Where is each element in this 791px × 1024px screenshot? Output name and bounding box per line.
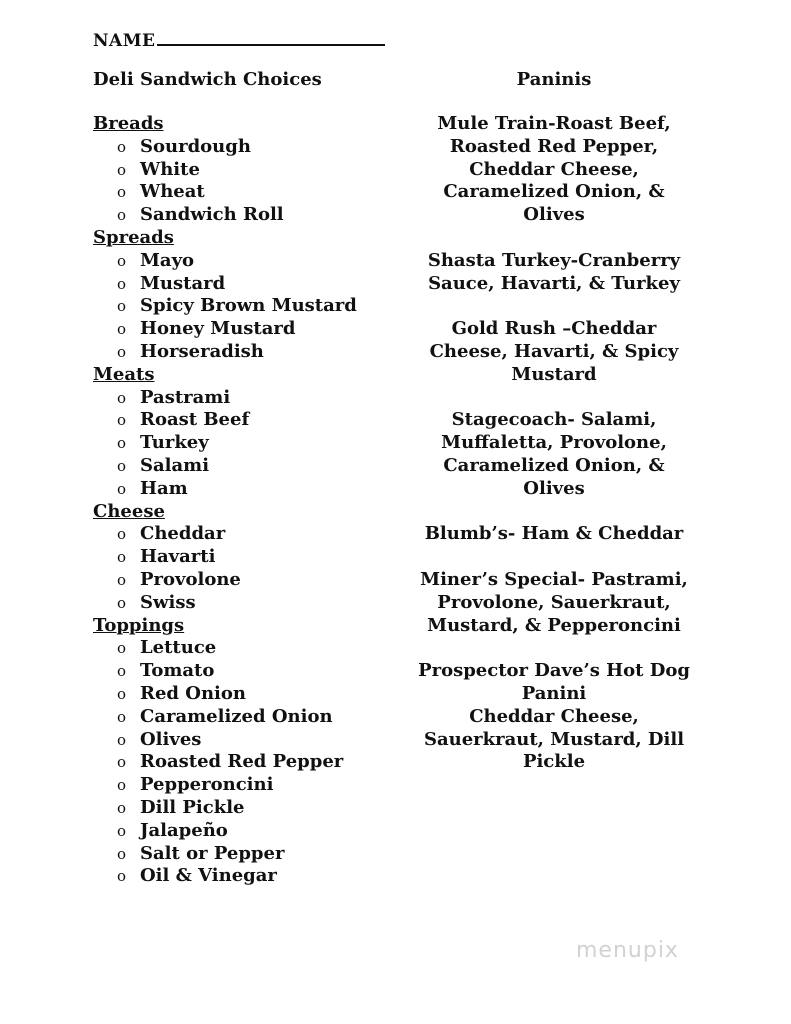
list-item <box>93 843 423 866</box>
list-item-label: Cheddar <box>140 523 226 545</box>
list-item-label: Sandwich Roll <box>140 204 284 226</box>
list-item-label: Turkey <box>140 432 209 454</box>
panini-description-line: Pickle <box>522 751 586 773</box>
bullet-circle-icon: o <box>117 137 127 156</box>
bullet-circle-icon: o <box>117 821 127 840</box>
bullet-circle-icon: o <box>117 844 127 863</box>
list-item-label: Salt or Pepper <box>140 842 285 864</box>
list-item-label: Honey Mustard <box>140 318 296 340</box>
bullet-circle-icon: o <box>117 320 127 339</box>
panini-description-line: Shasta Turkey-Cranberry <box>427 249 681 271</box>
panini-description-line: Muffaletta, Provolone, <box>441 432 667 454</box>
list-item-label: Swiss <box>140 591 196 613</box>
bullet-circle-icon: o <box>117 684 127 703</box>
panini-description-line: Sauerkraut, Mustard, Dill <box>423 728 685 750</box>
list-item-label: Red Onion <box>140 682 246 704</box>
bullet-circle-icon: o <box>117 411 127 430</box>
list-item <box>93 455 423 478</box>
list-item-label: Spicy Brown Mustard <box>140 295 357 317</box>
panini-item <box>398 250 710 296</box>
name-label: NAME <box>93 31 156 51</box>
bullet-circle-icon: o <box>117 479 127 498</box>
list-item-label: Pastrami <box>140 386 231 408</box>
list-item-label: Mustard <box>140 272 226 294</box>
section-heading-meats: Meats <box>93 363 155 385</box>
list-item-label: Mayo <box>140 249 195 271</box>
section-item-list <box>93 637 423 888</box>
panini-item <box>398 660 710 774</box>
bullet-circle-icon: o <box>117 867 127 886</box>
section-item-list <box>93 136 423 227</box>
panini-description-line: Cheddar Cheese, <box>469 705 639 727</box>
bullet-circle-icon: o <box>117 639 127 658</box>
section-heading-breads: Breads <box>93 113 164 134</box>
panini-description-line: Cheese, Havarti, & Spicy <box>429 340 679 362</box>
list-item <box>93 546 423 569</box>
list-item <box>93 387 423 410</box>
section-heading-cheese: Cheese <box>93 500 165 522</box>
list-item-label: Oil & Vinegar <box>140 865 277 887</box>
panini-description-line: Mule Train-Roast Beef, <box>437 113 671 134</box>
panini-description-line: Roasted Red Pepper, <box>449 135 659 157</box>
menupix-watermark: menupix <box>576 938 679 963</box>
list-item-label: Olives <box>140 728 202 750</box>
list-item-label: White <box>140 158 200 180</box>
section-item-list <box>93 523 423 614</box>
bullet-circle-icon: o <box>117 593 127 612</box>
panini-description-line: Prospector Dave’s Hot Dog <box>418 660 690 682</box>
list-item <box>93 865 423 888</box>
bullet-circle-icon: o <box>117 753 127 772</box>
paninis-title: Paninis <box>516 69 592 90</box>
list-item-label: Salami <box>140 454 210 476</box>
bullet-circle-icon: o <box>117 525 127 544</box>
panini-description-line: Olives <box>523 204 585 226</box>
deli-sandwich-title: Deli Sandwich Choices <box>93 69 322 90</box>
section-heading-spreads: Spreads <box>93 226 174 248</box>
bullet-circle-icon: o <box>117 798 127 817</box>
panini-description-line: Sauce, Havarti, & Turkey <box>428 272 680 294</box>
list-item-label: Tomato <box>140 660 215 682</box>
section-heading-toppings: Toppings <box>93 614 185 636</box>
list-item <box>93 295 423 318</box>
bullet-circle-icon: o <box>117 548 127 567</box>
panini-item <box>398 569 710 637</box>
list-item-label: Havarti <box>140 546 216 568</box>
paninis-column <box>398 67 710 797</box>
list-item-label: Horseradish <box>140 340 264 362</box>
list-item <box>93 797 423 820</box>
bullet-circle-icon: o <box>117 274 127 293</box>
list-item-label: Roast Beef <box>140 409 250 431</box>
ingredient-sections <box>93 113 423 888</box>
panini-list <box>398 113 710 774</box>
list-item <box>93 273 423 296</box>
bullet-circle-icon: o <box>117 434 127 453</box>
list-item-label: Lettuce <box>140 637 217 659</box>
bullet-circle-icon: o <box>117 570 127 589</box>
panini-description-line: Panini <box>521 682 587 704</box>
list-item <box>93 569 423 592</box>
list-item <box>93 318 423 341</box>
panini-description-line: Caramelized Onion, & <box>443 181 665 203</box>
bullet-circle-icon: o <box>117 160 127 179</box>
list-item <box>93 136 423 159</box>
list-item-label: Provolone <box>140 568 241 590</box>
list-item <box>93 660 423 683</box>
list-item-label: Dill Pickle <box>140 796 245 818</box>
panini-description-line: Provolone, Sauerkraut, <box>437 591 671 613</box>
list-item <box>93 341 423 364</box>
list-item-label: Jalapeño <box>140 819 228 841</box>
panini-description-line: Olives <box>523 477 585 499</box>
bullet-circle-icon: o <box>117 342 127 361</box>
panini-item <box>398 409 710 500</box>
list-item <box>93 706 423 729</box>
panini-description-line: Caramelized Onion, & <box>443 454 665 476</box>
bullet-circle-icon: o <box>117 183 127 202</box>
panini-description-line: Cheddar Cheese, <box>469 158 639 180</box>
list-item-label: Roasted Red Pepper <box>140 751 344 773</box>
bullet-circle-icon: o <box>117 388 127 407</box>
panini-description-line: Stagecoach- Salami, <box>451 409 657 431</box>
bullet-circle-icon: o <box>117 730 127 749</box>
list-item-label: Pepperoncini <box>140 774 274 796</box>
bullet-circle-icon: o <box>117 297 127 316</box>
list-item <box>93 820 423 843</box>
bullet-circle-icon: o <box>117 707 127 726</box>
bullet-circle-icon: o <box>117 206 127 225</box>
panini-item <box>398 318 710 386</box>
list-item-label: Wheat <box>140 181 205 203</box>
panini-description-line: Mustard, & Pepperoncini <box>427 614 681 636</box>
panini-item <box>398 113 710 227</box>
list-item <box>93 774 423 797</box>
deli-sandwich-column <box>93 67 423 888</box>
bullet-circle-icon: o <box>117 776 127 795</box>
list-item <box>93 683 423 706</box>
list-item-label: Caramelized Onion <box>140 705 333 727</box>
list-item-label: Sourdough <box>140 135 251 157</box>
bullet-circle-icon: o <box>117 251 127 270</box>
bullet-circle-icon: o <box>117 456 127 475</box>
list-item <box>93 637 423 660</box>
name-field <box>93 30 385 51</box>
list-item <box>93 409 423 432</box>
name-blank-line <box>157 30 385 46</box>
list-item <box>93 181 423 204</box>
section-item-list <box>93 250 423 364</box>
list-item <box>93 478 423 501</box>
panini-item <box>398 523 710 546</box>
list-item <box>93 523 423 546</box>
list-item <box>93 592 423 615</box>
list-item <box>93 751 423 774</box>
bullet-circle-icon: o <box>117 662 127 681</box>
panini-description-line: Mustard <box>511 363 597 385</box>
list-item <box>93 432 423 455</box>
list-item <box>93 159 423 182</box>
list-item <box>93 250 423 273</box>
panini-description-line: Gold Rush –Cheddar <box>451 318 657 340</box>
list-item <box>93 204 423 227</box>
list-item <box>93 729 423 752</box>
panini-description-line: Blumb’s- Ham & Cheddar <box>424 523 684 545</box>
list-item-label: Ham <box>140 477 188 499</box>
section-item-list <box>93 387 423 501</box>
panini-description-line: Miner’s Special- Pastrami, <box>420 568 688 590</box>
